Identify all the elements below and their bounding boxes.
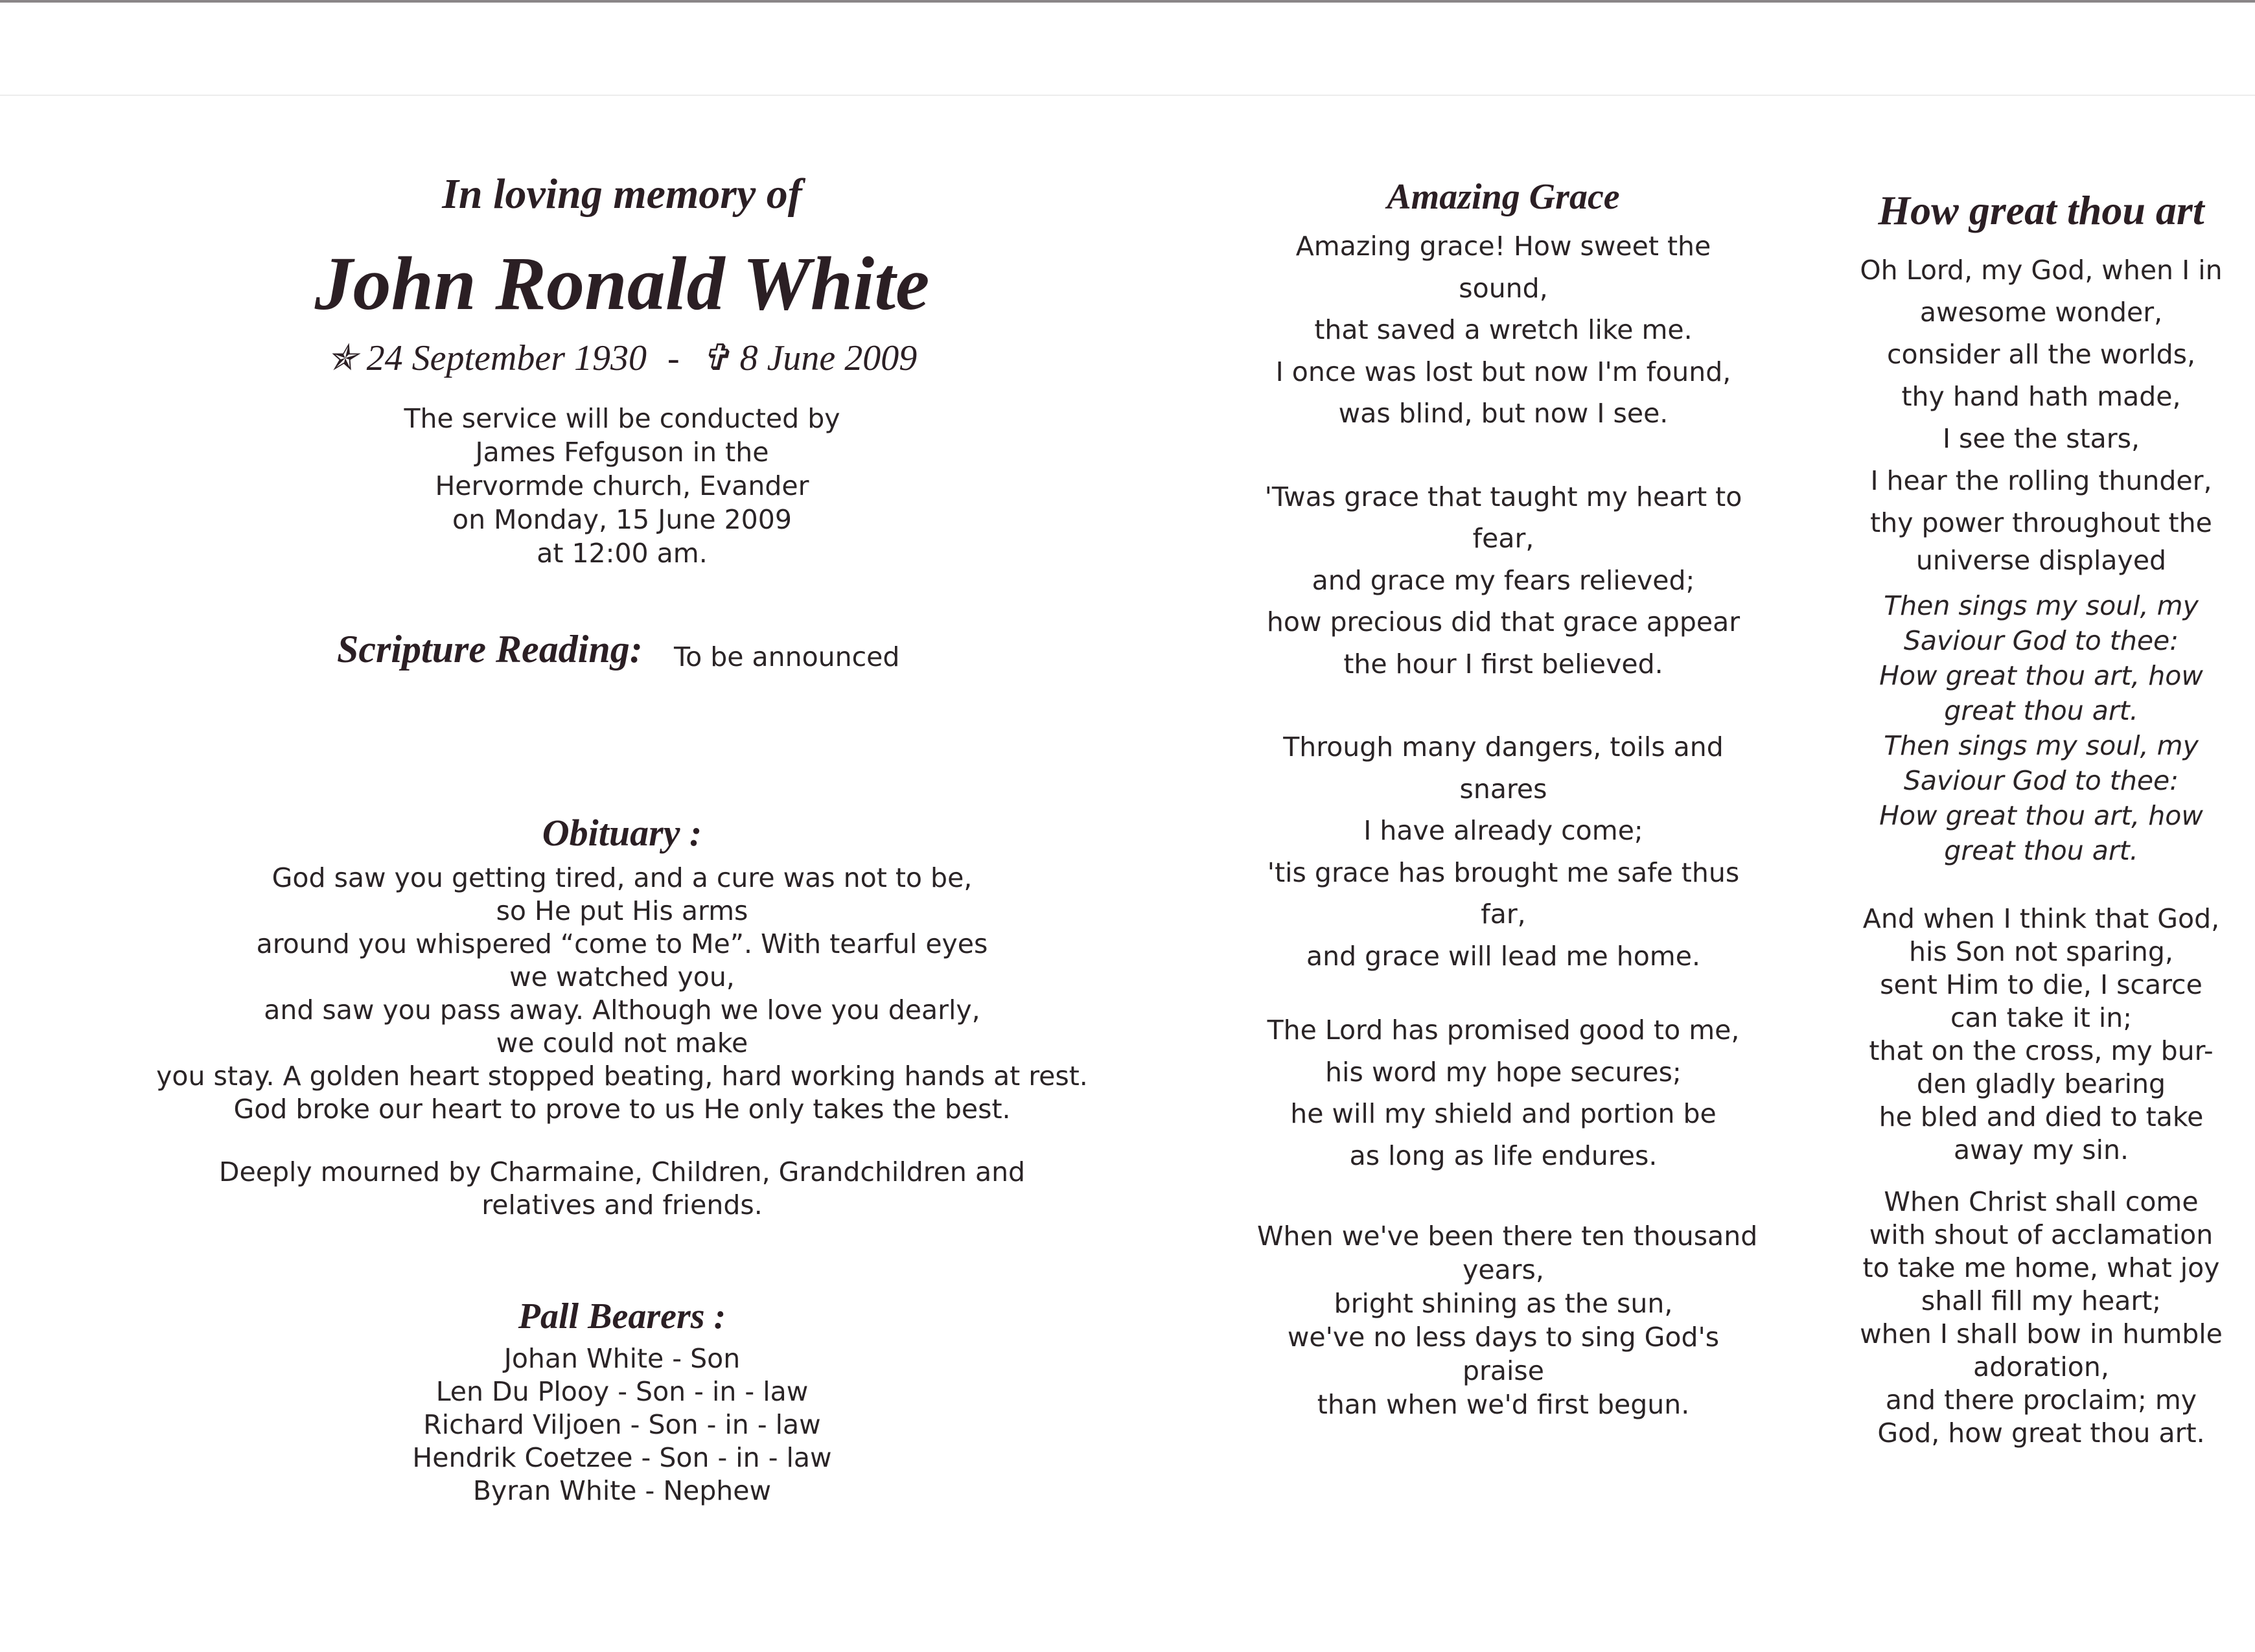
lyric-line: Amazing grace! How sweet the: [1295, 231, 1711, 262]
scripture-value: To be announced: [674, 641, 900, 672]
lyric-line: and grace my fears relieved;: [1312, 564, 1695, 596]
lyric-line: sent Him to die, I scarce: [1880, 969, 2203, 1000]
stanza: [1257, 1009, 1750, 1176]
how-great-verse-3: [1840, 1186, 2242, 1450]
obituary-line: God saw you getting tired, and a cure was not to be,: [272, 862, 973, 893]
lyric-line: I see the stars,: [1942, 423, 2140, 454]
amazing-grace-last-stanza: [1257, 1219, 1758, 1421]
lyric-line: was blind, but now I see.: [1338, 398, 1669, 429]
obituary-line: so He put His arms: [496, 895, 748, 926]
lyric-line: away my sin.: [1953, 1134, 2129, 1165]
lyric-line: thy hand hath made,: [1901, 381, 2181, 412]
pall-bearer: Richard Viljoen - Son - in - law: [423, 1409, 821, 1440]
how-great-verse-2: [1840, 902, 2242, 1167]
lyric-line: den gladly bearing: [1916, 1068, 2166, 1099]
pall-bearer: Len Du Plooy - Son - in - law: [435, 1376, 809, 1407]
lyric-line: bright shining as the sun,: [1334, 1288, 1673, 1319]
chorus-line: great thou art.: [1944, 835, 2138, 866]
chorus-line: Then sings my soul, my: [1884, 590, 2199, 621]
lyric-line: I hear the rolling thunder,: [1870, 465, 2212, 496]
star-icon: ✯: [327, 338, 358, 378]
lyric-line: he will my shield and portion be: [1290, 1098, 1717, 1129]
lyric-line: The Lord has promised good to me,: [1267, 1015, 1740, 1046]
service-line: James Fefguson in the: [475, 437, 769, 468]
obituary-line: we could not make: [496, 1027, 748, 1059]
chorus-line: How great thou art, how: [1879, 660, 2203, 691]
chorus-line: great thou art.: [1944, 695, 2138, 726]
lyric-line: Through many dangers, toils and: [1283, 731, 1724, 763]
lyric-line: God, how great thou art.: [1877, 1417, 2205, 1449]
deceased-name: John Ronald White: [314, 241, 930, 326]
obituary-line: around you whispered “come to Me”. With tearful eyes: [256, 928, 988, 959]
lyric-line: we've no less days to sing God's: [1287, 1322, 1720, 1353]
service-line: The service will be conducted by: [404, 403, 840, 434]
chorus-line: Saviour God to thee:: [1903, 765, 2179, 796]
birth-date: 24 September 1930: [366, 338, 647, 378]
lyric-line: awesome wonder,: [1919, 297, 2163, 328]
lyric-line: the hour I first believed.: [1343, 648, 1663, 680]
lyric-line: years,: [1463, 1254, 1544, 1285]
lyric-line: I have already come;: [1363, 815, 1643, 846]
service-line: at 12:00 am.: [537, 538, 708, 569]
lyric-line: 'Twas grace that taught my heart to: [1264, 481, 1742, 512]
amazing-grace-lyrics: [1257, 225, 1750, 1176]
lyric-line: than when we'd first begun.: [1317, 1389, 1690, 1420]
lyric-line: his word my hope secures;: [1325, 1056, 1682, 1088]
lyric-line: that saved a wretch like me.: [1314, 314, 1693, 345]
pall-bearers-heading: Pall Bearers :: [518, 1296, 726, 1337]
how-great-title: How great thou art: [1878, 187, 2204, 233]
lyric-line: and there proclaim; my: [1885, 1384, 2197, 1416]
lyric-line: when I shall bow in humble: [1860, 1318, 2223, 1349]
death-date: 8 June 2009: [739, 338, 918, 378]
scripture-label: Scripture Reading:: [337, 628, 643, 671]
service-line: on Monday, 15 June 2009: [452, 504, 792, 535]
lyric-line: shall fill my heart;: [1921, 1285, 2162, 1316]
lyric-line: and grace will lead me home.: [1306, 940, 1700, 972]
lyric-line: When Christ shall come: [1884, 1186, 2199, 1217]
lyric-line: universe displayed: [1915, 545, 2167, 576]
lyric-line: can take it in;: [1950, 1002, 2133, 1033]
chorus-line: Then sings my soul, my: [1884, 730, 2199, 761]
lyric-line: I once was lost but now I'm found,: [1275, 356, 1731, 387]
pall-bearer: Byran White - Nephew: [472, 1475, 772, 1506]
service-line: Hervormde church, Evander: [435, 470, 809, 501]
lyric-line: When we've been there ten thousand: [1257, 1221, 1758, 1252]
date-separator: -: [667, 338, 680, 378]
stanza: [1257, 225, 1750, 435]
lyric-line: Oh Lord, my God, when I in: [1860, 255, 2223, 286]
lyric-line: thy power throughout the: [1870, 507, 2212, 538]
lyric-line: And when I think that God,: [1862, 903, 2220, 934]
pall-bearers-list: [363, 1342, 881, 1508]
lyric-line: sound,: [1459, 272, 1548, 304]
stanza: [1257, 726, 1750, 977]
life-dates: [298, 337, 946, 379]
lyric-line: consider all the worlds,: [1886, 339, 2196, 370]
mourned-line: relatives and friends.: [481, 1189, 763, 1221]
obituary-text: [117, 862, 1128, 1222]
lyric-line: to take me home, what joy: [1862, 1252, 2220, 1283]
obituary-line: you stay. A golden heart stopped beating, hard working hands at rest.: [156, 1061, 1088, 1092]
lyric-line: fear,: [1472, 523, 1534, 554]
obituary-line: God broke our heart to prove to us He only takes the best.: [233, 1094, 1011, 1125]
stanza: [1257, 476, 1750, 685]
obituary-line: we watched you,: [509, 961, 735, 992]
right-page: [1128, 0, 2255, 1652]
how-great-chorus: [1840, 588, 2242, 868]
chorus-line: How great thou art, how: [1879, 800, 2203, 831]
pall-bearer: Hendrik Coetzee - Son - in - law: [412, 1442, 832, 1473]
pall-bearer: Johan White - Son: [503, 1343, 741, 1374]
service-details: [363, 402, 881, 570]
memorial-heading: In loving memory of: [442, 170, 802, 218]
lyric-line: his Son not sparing,: [1909, 936, 2173, 967]
lyric-line: 'tis grace has brought me safe thus: [1267, 856, 1740, 888]
obituary-heading: Obituary :: [542, 812, 702, 854]
mourned-line: Deeply mourned by Charmaine, Children, Grandchildren and: [218, 1156, 1026, 1187]
lyric-line: that on the cross, my bur-: [1869, 1035, 2214, 1066]
lyric-line: adoration,: [1973, 1351, 2109, 1382]
lyric-line: far,: [1481, 899, 1526, 930]
lyric-line: he bled and died to take: [1879, 1101, 2204, 1132]
lyric-line: praise: [1463, 1355, 1544, 1386]
cross-icon: ✞: [700, 338, 731, 378]
lyric-line: as long as life endures.: [1349, 1140, 1658, 1171]
obituary-line: and saw you pass away. Although we love you dearly,: [264, 994, 980, 1026]
chorus-line: Saviour God to thee:: [1903, 625, 2179, 656]
how-great-verse-1: [1840, 249, 2242, 577]
amazing-grace-title: Amazing Grace: [1387, 177, 1620, 217]
lyric-line: snares: [1459, 773, 1547, 805]
lyric-line: how precious did that grace appear: [1266, 606, 1740, 637]
lyric-line: with shout of acclamation: [1869, 1219, 2214, 1250]
